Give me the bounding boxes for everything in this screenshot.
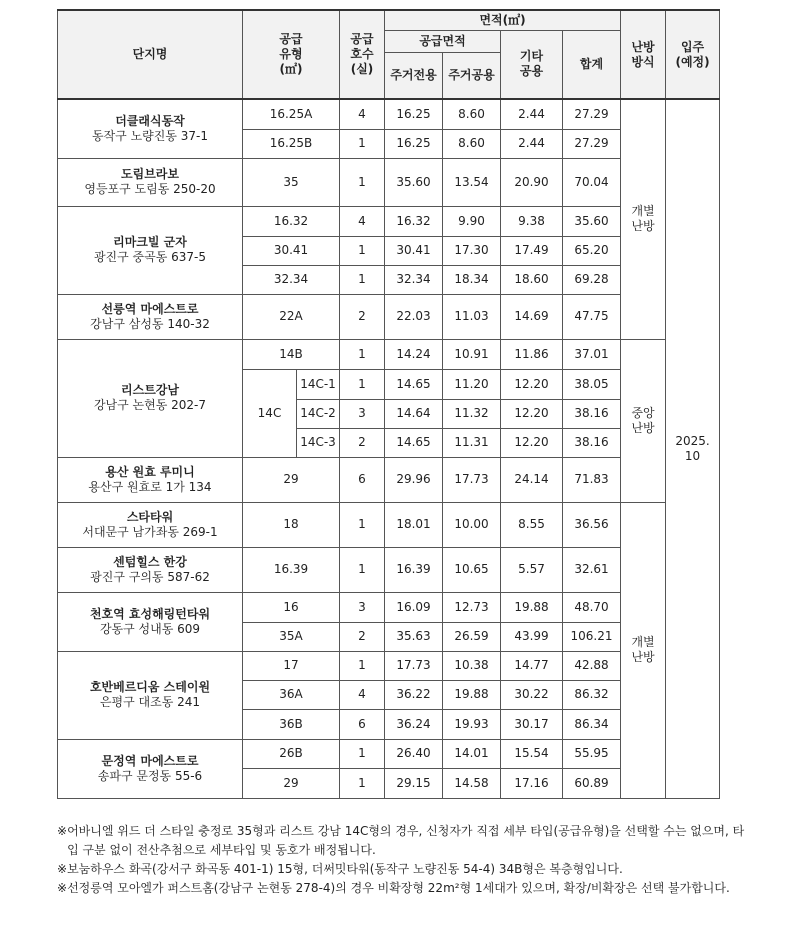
supply-units: 1 [340, 236, 385, 265]
complex-name-cell [58, 457, 243, 502]
supply-type-group: 14C [243, 369, 297, 457]
complex-name-cell [58, 339, 243, 457]
heating-individual: 개별 난방 [621, 99, 666, 339]
header-movein: 입주 (예정) [666, 10, 720, 99]
header-area: 면적(㎡) [385, 10, 621, 30]
supply-units: 2 [340, 428, 385, 457]
supply-table [57, 9, 775, 799]
area-common: 26.59 [443, 622, 501, 651]
supply-type: 16 [243, 592, 340, 622]
area-other: 12.20 [501, 369, 563, 399]
complex-name-cell [58, 739, 243, 798]
area-common: 14.58 [443, 768, 501, 798]
supply-type: 35A [243, 622, 340, 651]
supply-type: 16.25A [243, 99, 340, 129]
complex-name-cell [58, 502, 243, 547]
supply-type: 14B [243, 339, 340, 369]
area-common: 8.60 [443, 99, 501, 129]
header-complex: 단지명 [58, 10, 243, 99]
supply-type: 14C-1 [297, 369, 340, 399]
footnote-mark: ※ [57, 824, 68, 838]
supply-units: 2 [340, 294, 385, 339]
supply-units: 1 [340, 339, 385, 369]
header-total: 합계 [563, 30, 621, 99]
area-total: 71.83 [563, 457, 621, 502]
supply-type: 36B [243, 709, 340, 739]
complex-address: 송파구 문정동 55-6 [97, 768, 203, 783]
supply-type: 17 [243, 651, 340, 680]
complex-address: 용산구 원효로 1가 134 [88, 479, 212, 494]
complex-address: 광진구 구의동 587-62 [90, 569, 210, 584]
area-other: 17.16 [501, 768, 563, 798]
header-supply-area: 공급면적 [385, 30, 501, 52]
supply-units: 3 [340, 592, 385, 622]
supply-type: 29 [243, 457, 340, 502]
area-exclusive: 35.63 [385, 622, 443, 651]
area-total: 48.70 [563, 592, 621, 622]
area-total: 86.34 [563, 709, 621, 739]
supply-type: 26B [243, 739, 340, 768]
footnote-text: 선정릉역 모아엘가 퍼스트홈(강남구 논현동 278-4)의 경우 비확장형 22m²형 1세대가 있으며, 확장/비확장은 선택 불가합니다. [67, 881, 730, 895]
area-other: 11.86 [501, 339, 563, 369]
supply-units: 1 [340, 158, 385, 206]
footnote [57, 860, 747, 879]
area-exclusive: 14.64 [385, 399, 443, 428]
supply-units: 6 [340, 709, 385, 739]
area-common: 10.91 [443, 339, 501, 369]
area-exclusive: 16.32 [385, 206, 443, 236]
complex-name-cell [58, 547, 243, 592]
area-exclusive: 17.73 [385, 651, 443, 680]
complex-name-cell [58, 206, 243, 294]
area-other: 19.88 [501, 592, 563, 622]
area-exclusive: 36.24 [385, 709, 443, 739]
complex-address: 광진구 중곡동 637-5 [93, 250, 207, 264]
supply-type: 32.34 [243, 265, 340, 294]
area-exclusive: 16.25 [385, 99, 443, 129]
header-supply-type: 공급 유형 (㎡) [243, 10, 340, 99]
area-exclusive: 14.24 [385, 339, 443, 369]
complex-name: 호반베르디움 스테이원 [89, 680, 211, 694]
area-common: 11.03 [443, 294, 501, 339]
complex-address: 강남구 삼성동 140-32 [90, 316, 210, 331]
area-total: 27.29 [563, 129, 621, 158]
supply-type: 16.25B [243, 129, 340, 158]
complex-name-cell [58, 592, 243, 651]
supply-units: 1 [340, 651, 385, 680]
footnote-mark: ※ [57, 881, 68, 895]
area-other: 8.55 [501, 502, 563, 547]
area-exclusive: 35.60 [385, 158, 443, 206]
complex-address: 서대문구 남가좌동 269-1 [82, 524, 218, 539]
area-exclusive: 29.96 [385, 457, 443, 502]
area-other: 14.77 [501, 651, 563, 680]
complex-address: 영등포구 도림동 250-20 [84, 182, 216, 196]
movein-date: 2025. 10 [666, 99, 720, 798]
area-exclusive: 14.65 [385, 369, 443, 399]
footnote-mark: ※ [57, 862, 68, 876]
supply-type: 14C-2 [297, 399, 340, 428]
area-exclusive: 26.40 [385, 739, 443, 768]
area-total: 42.88 [563, 651, 621, 680]
area-common: 11.20 [443, 369, 501, 399]
area-exclusive: 32.34 [385, 265, 443, 294]
supply-units: 3 [340, 399, 385, 428]
supply-units: 6 [340, 457, 385, 502]
area-exclusive: 18.01 [385, 502, 443, 547]
supply-units: 1 [340, 369, 385, 399]
footnote-text: 어바니엘 위드 더 스타일 충정로 35형과 리스트 강남 14C형의 경우, 신청자가 직접 세부 타입(공급유형)을 선택할 수는 없으며, 타입 구분 없이 전산추첨으로 세부타입 및 동호가 배정됩니다. [67, 824, 745, 857]
header-supply-units: 공급 호수 (실) [340, 10, 385, 99]
heating-individual: 개별 난방 [621, 502, 666, 798]
area-exclusive: 16.25 [385, 129, 443, 158]
supply-units: 4 [340, 680, 385, 709]
footnote [57, 822, 747, 860]
complex-name-cell [58, 99, 243, 158]
area-common: 9.90 [443, 206, 501, 236]
area-common: 10.65 [443, 547, 501, 592]
footnote-text: 보눔하우스 화곡(강서구 화곡동 401-1) 15형, 더써밋타워(동작구 노량진동 54-4) 34B형은 복층형입니다. [67, 862, 623, 876]
area-other: 12.20 [501, 399, 563, 428]
supply-units: 1 [340, 768, 385, 798]
supply-type: 30.41 [243, 236, 340, 265]
area-total: 38.16 [563, 399, 621, 428]
supply-type: 35 [243, 158, 340, 206]
area-other: 18.60 [501, 265, 563, 294]
area-total: 32.61 [563, 547, 621, 592]
area-other: 12.20 [501, 428, 563, 457]
area-common: 11.32 [443, 399, 501, 428]
complex-name: 센텀힐스 한강 [113, 554, 187, 569]
area-other: 43.99 [501, 622, 563, 651]
area-exclusive: 29.15 [385, 768, 443, 798]
supply-type: 36A [243, 680, 340, 709]
area-exclusive: 30.41 [385, 236, 443, 265]
supply-units: 1 [340, 265, 385, 294]
supply-type: 18 [243, 502, 340, 547]
area-other: 30.17 [501, 709, 563, 739]
area-exclusive: 22.03 [385, 294, 443, 339]
complex-name: 더클래식동작 [115, 113, 185, 128]
complex-name: 도림브라보 [121, 167, 179, 181]
complex-address: 은평구 대조동 241 [99, 695, 201, 709]
complex-name-cell [58, 294, 243, 339]
header-exclusive: 주거전용 [385, 52, 443, 99]
area-other: 9.38 [501, 206, 563, 236]
complex-address: 동작구 노량진동 37-1 [91, 128, 208, 143]
footnote [57, 879, 747, 898]
header-other-common: 기타 공용 [501, 30, 563, 99]
area-total: 35.60 [563, 206, 621, 236]
area-total: 86.32 [563, 680, 621, 709]
table-body [58, 99, 775, 798]
area-exclusive: 14.65 [385, 428, 443, 457]
area-total: 60.89 [563, 768, 621, 798]
supply-type: 29 [243, 768, 340, 798]
supply-units: 1 [340, 129, 385, 158]
complex-name: 선릉역 마에스트로 [101, 301, 199, 316]
area-total: 65.20 [563, 236, 621, 265]
header-common: 주거공용 [443, 52, 501, 99]
area-total: 69.28 [563, 265, 621, 294]
area-common: 13.54 [443, 158, 501, 206]
area-other: 17.49 [501, 236, 563, 265]
area-common: 19.88 [443, 680, 501, 709]
complex-name: 천호역 효성해링턴타워 [89, 606, 211, 621]
complex-address: 강남구 논현동 202-7 [93, 398, 207, 412]
footnotes [57, 822, 747, 898]
supply-type: 22A [243, 294, 340, 339]
area-common: 14.01 [443, 739, 501, 768]
area-total: 38.05 [563, 369, 621, 399]
area-other: 5.57 [501, 547, 563, 592]
supply-units: 1 [340, 547, 385, 592]
area-exclusive: 16.09 [385, 592, 443, 622]
area-common: 17.30 [443, 236, 501, 265]
supply-units: 4 [340, 99, 385, 129]
complex-name: 문정역 마에스트로 [101, 753, 199, 768]
supply-units: 4 [340, 206, 385, 236]
complex-name: 스타타워 [126, 509, 174, 524]
supply-type: 16.39 [243, 547, 340, 592]
complex-name-cell [58, 158, 243, 206]
supply-units: 2 [340, 622, 385, 651]
header-heating: 난방 방식 [621, 10, 666, 99]
area-common: 18.34 [443, 265, 501, 294]
complex-name: 용산 원효 루미니 [105, 464, 195, 479]
table-row [58, 99, 775, 129]
area-other: 2.44 [501, 129, 563, 158]
supply-units: 1 [340, 502, 385, 547]
area-total: 38.16 [563, 428, 621, 457]
area-total: 70.04 [563, 158, 621, 206]
area-other: 2.44 [501, 99, 563, 129]
area-total: 36.56 [563, 502, 621, 547]
area-common: 19.93 [443, 709, 501, 739]
heating-central: 중앙 난방 [621, 339, 666, 502]
area-exclusive: 36.22 [385, 680, 443, 709]
area-total: 37.01 [563, 339, 621, 369]
area-exclusive: 16.39 [385, 547, 443, 592]
area-other: 14.69 [501, 294, 563, 339]
area-total: 106.21 [563, 622, 621, 651]
area-other: 20.90 [501, 158, 563, 206]
area-common: 12.73 [443, 592, 501, 622]
area-total: 47.75 [563, 294, 621, 339]
area-common: 17.73 [443, 457, 501, 502]
supply-units: 1 [340, 739, 385, 768]
area-other: 30.22 [501, 680, 563, 709]
area-other: 15.54 [501, 739, 563, 768]
area-total: 27.29 [563, 99, 621, 129]
area-common: 10.00 [443, 502, 501, 547]
complex-name: 리스트강남 [121, 383, 179, 397]
area-other: 24.14 [501, 457, 563, 502]
area-common: 8.60 [443, 129, 501, 158]
area-total: 55.95 [563, 739, 621, 768]
supply-type: 14C-3 [297, 428, 340, 457]
area-common: 10.38 [443, 651, 501, 680]
supply-type: 16.32 [243, 206, 340, 236]
area-common: 11.31 [443, 428, 501, 457]
complex-name-cell [58, 651, 243, 739]
complex-name: 리마크빌 군자 [113, 235, 187, 249]
complex-address: 강동구 성내동 609 [99, 621, 201, 636]
